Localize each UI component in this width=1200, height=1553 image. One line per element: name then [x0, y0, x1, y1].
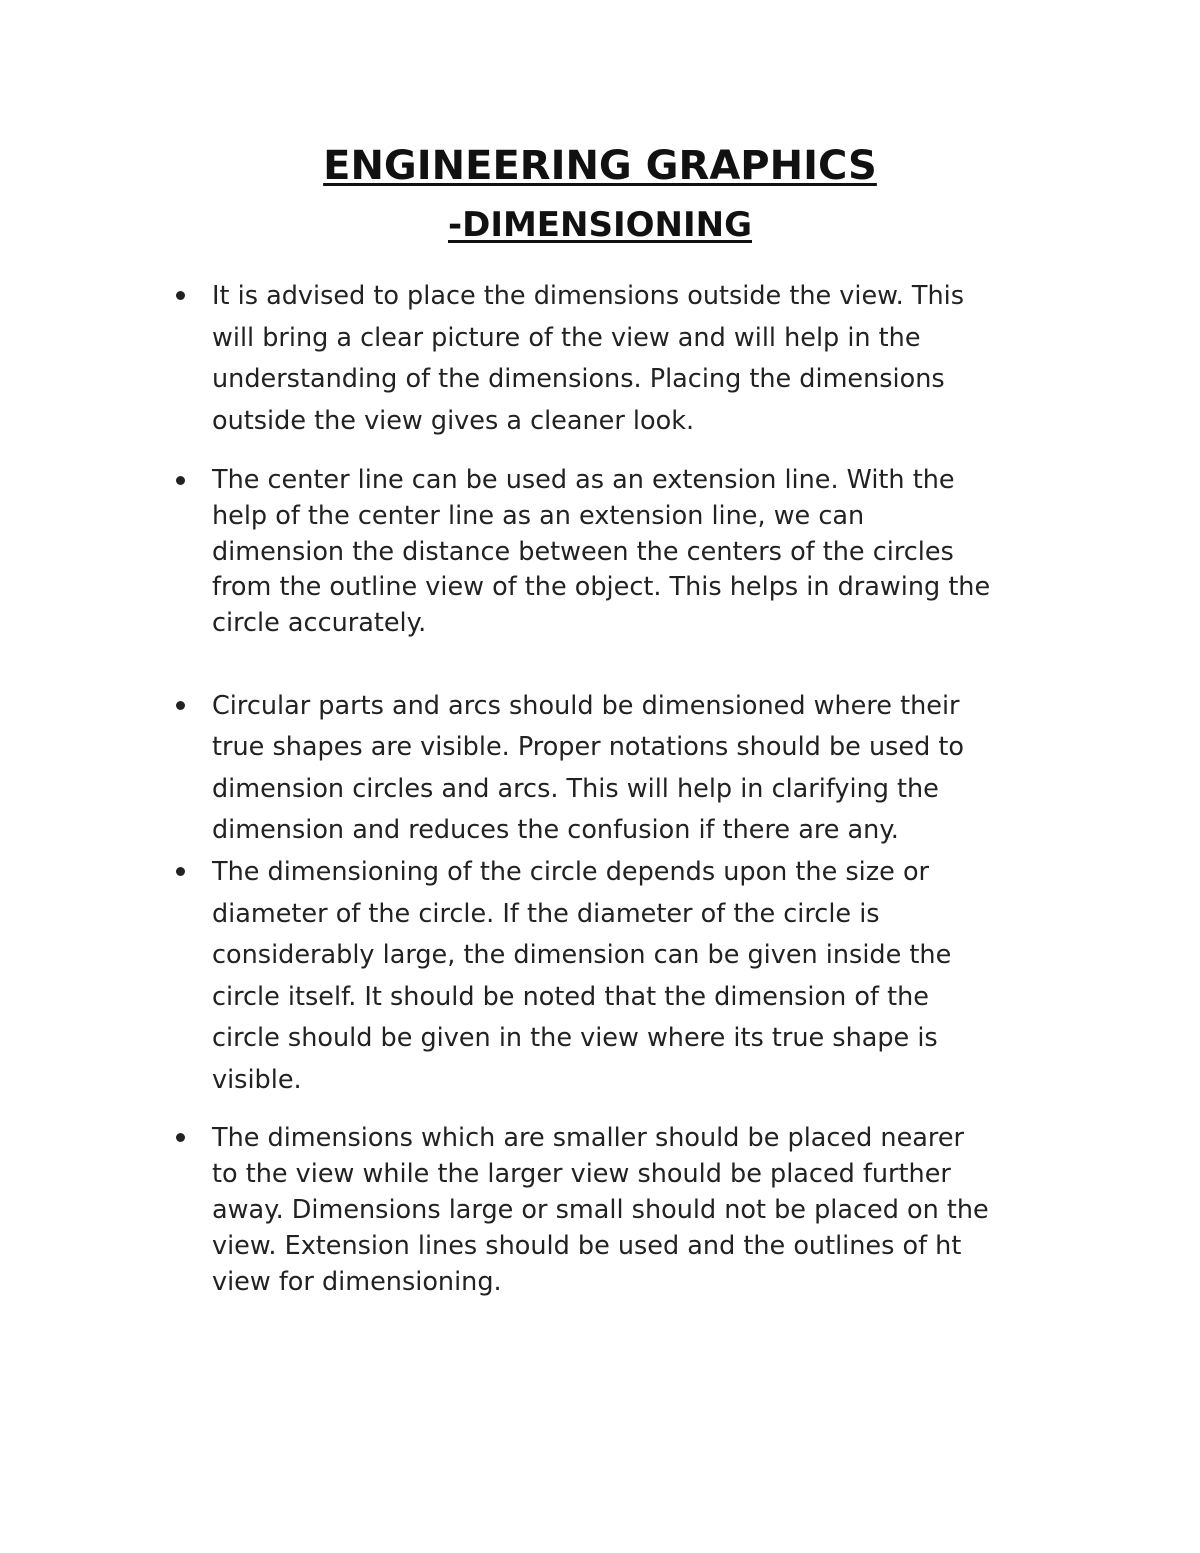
bullet-text: The dimensioning of the circle depends upon the size or diameter of the circle. If the diameter of the circle is considerably large, the dimension can be given inside the circle itself. It should be noted that the dimension of the circle should be given in the view where its true shape is visible.: [212, 857, 952, 1095]
bullet-text: The dimensions which are smaller should be placed nearer to the view while the larger view should be placed further away. Dimensions large or small should not be placed on the view. Extension lines should be used and the outlines of ht view for dimensioning.: [212, 1123, 989, 1297]
document-subtitle: -DIMENSIONING: [447, 205, 752, 245]
bullet-icon: [176, 867, 185, 876]
bullet-icon: [176, 1133, 185, 1142]
bullet-text: The center line can be used as an extension line. With the help of the center line as an extension line, we can dimension the distance between the centers of the circles from the outline view of the object. This helps in drawing the circle accurately.: [212, 465, 991, 639]
bullet-icon: [176, 476, 185, 485]
bullet-text: Circular parts and arcs should be dimensioned where their true shapes are visible. Proper notations should be used to dimension circles and arcs. This will help in clarifying the dimension and reduces the confusion if there are any.: [212, 691, 964, 845]
bullet-icon: [176, 701, 185, 710]
bullet-icon: [176, 291, 185, 300]
document-title: ENGINEERING GRAPHICS: [323, 143, 877, 189]
bullet-text: It is advised to place the dimensions outside the view. This will bring a clear picture of the view and will help in the understanding of the dimensions. Placing the dimensions outside the view gives a cleaner look.: [212, 281, 964, 436]
